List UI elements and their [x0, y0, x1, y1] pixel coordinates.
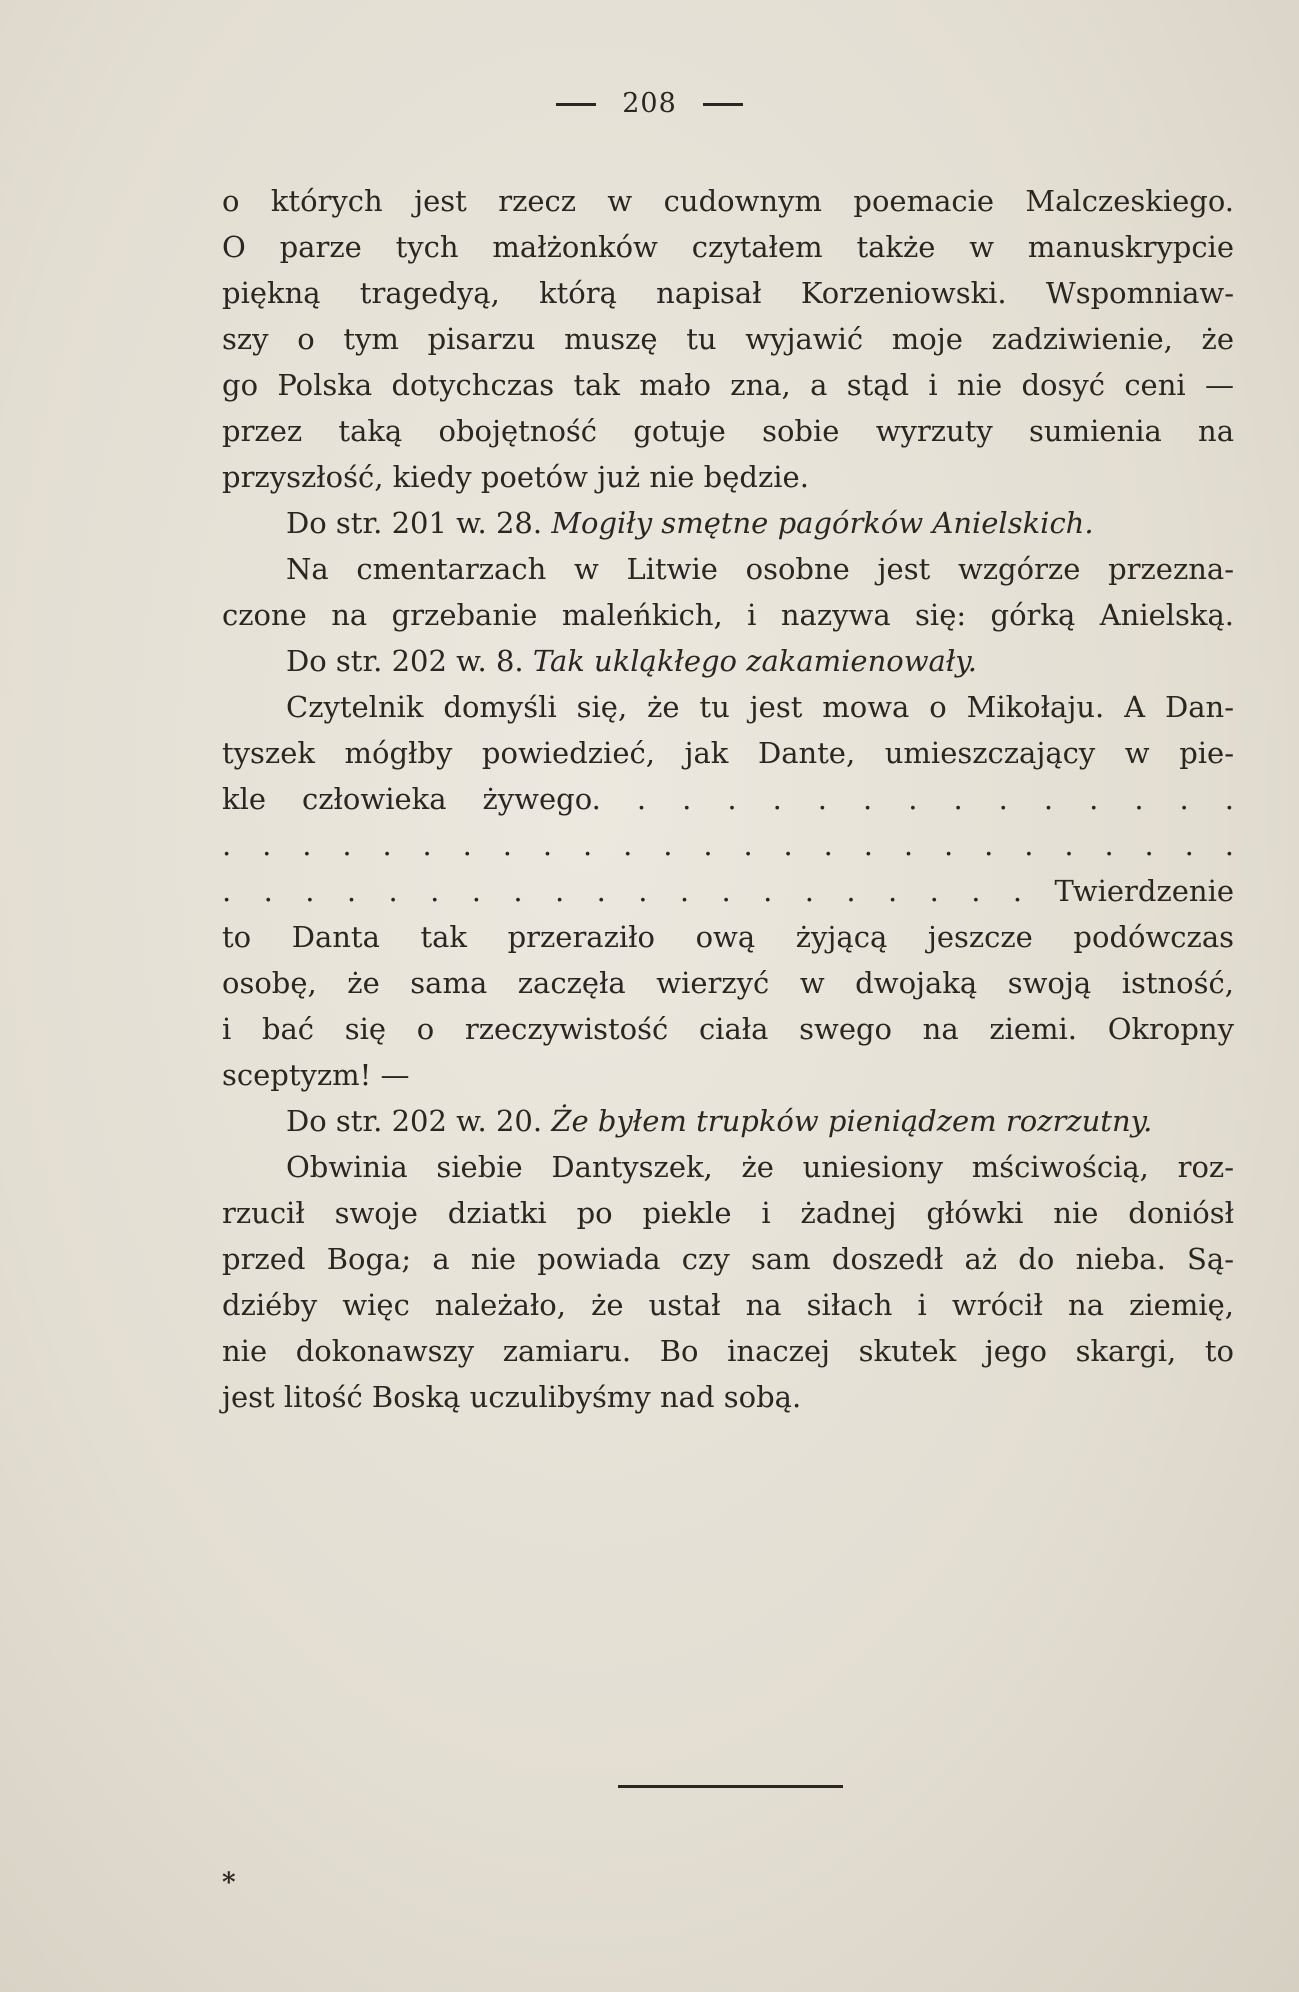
text-line: nie dokonawszy zamiaru. Bo inaczej skutek jego skargi, to	[222, 1334, 1234, 1368]
text-line: Czytelnik domyśli się, że tu jest mowa o Mikołaju. A Dan-	[286, 690, 1234, 724]
text-line: szy o tym pisarzu muszę tu wyjawić moje zadziwienie, że	[222, 322, 1234, 356]
text-line: . . . . . . . . . . . . . . . . . . . . . . . . . .	[222, 828, 1234, 862]
text-line: przez taką obojętność gotuje sobie wyrzuty sumienia na	[222, 414, 1234, 448]
text-line: i bać się o rzeczywistość ciała swego na ziemi. Okropny	[222, 1012, 1234, 1046]
text-line: osobę, że sama zaczęła wierzyć w dwojaką swoją istność,	[222, 966, 1234, 1000]
text-line: czone na grzebanie maleńkich, i nazywa się: górką Anielską.	[222, 598, 1234, 632]
text-line: rzucił swoje dziatki po piekle i żadnej główki nie doniósł	[222, 1196, 1234, 1230]
text-line: sceptyzm! —	[222, 1058, 410, 1092]
text-line: Obwinia siebie Dantyszek, że uniesiony mściwością, roz-	[286, 1150, 1234, 1184]
text-line: piękną tragedyą, którą napisał Korzeniowski. Wspomniaw-	[222, 276, 1234, 310]
footer-asterisk: *	[222, 1868, 236, 1898]
text-line: przyszłość, kiedy poetów już nie będzie.	[222, 460, 809, 494]
page-number: 208	[622, 88, 677, 119]
text-line: dziéby więc należało, że ustał na siłach i wrócił na ziemię,	[222, 1288, 1234, 1322]
note-quote: Mogiły smętne pagórków Anielskich.	[551, 506, 1094, 540]
text-line: Na cmentarzach w Litwie osobne jest wzgórze przezna-	[286, 552, 1234, 586]
text-line: . . . . . . . . . . . . . . . . . . . . Twierdzenie	[222, 874, 1234, 908]
page-number-header	[0, 88, 1299, 119]
note-reference-line	[222, 1098, 1234, 1144]
text-line: jest litość Boską uczulibyśmy nad sobą.	[222, 1380, 802, 1414]
text-line: kle człowieka żywego. . . . . . . . . . . . . . .	[222, 782, 1234, 816]
note-reference: Do str. 201 w. 28.	[286, 506, 543, 540]
header-dash-left	[556, 103, 596, 106]
text-line: przed Boga; a nie powiada czy sam doszedł aż do nieba. Są-	[222, 1242, 1234, 1276]
text-line: O parze tych małżonków czytałem także w manuskrypcie	[222, 230, 1234, 264]
body-text	[222, 178, 1234, 1420]
note-reference: Do str. 202 w. 20.	[286, 1104, 543, 1138]
end-rule	[618, 1785, 843, 1788]
note-reference-line	[222, 638, 1234, 684]
text-line: o których jest rzecz w cudownym poemacie Malczeskiego.	[222, 184, 1234, 218]
note-reference: Do str. 202 w. 8.	[286, 644, 524, 678]
note-quote: Tak ukląkłego zakamienowały.	[532, 644, 977, 678]
note-quote: Że byłem trupków pieniądzem rozrzutny.	[551, 1104, 1153, 1138]
text-line: tyszek mógłby powiedzieć, jak Dante, umieszczający w pie-	[222, 736, 1234, 770]
note-reference-line	[222, 500, 1234, 546]
text-line: to Danta tak przeraziło ową żyjącą jeszcze podówczas	[222, 920, 1234, 954]
header-dash-right	[703, 103, 743, 106]
text-line: go Polska dotychczas tak mało zna, a stąd i nie dosyć ceni —	[222, 368, 1234, 402]
